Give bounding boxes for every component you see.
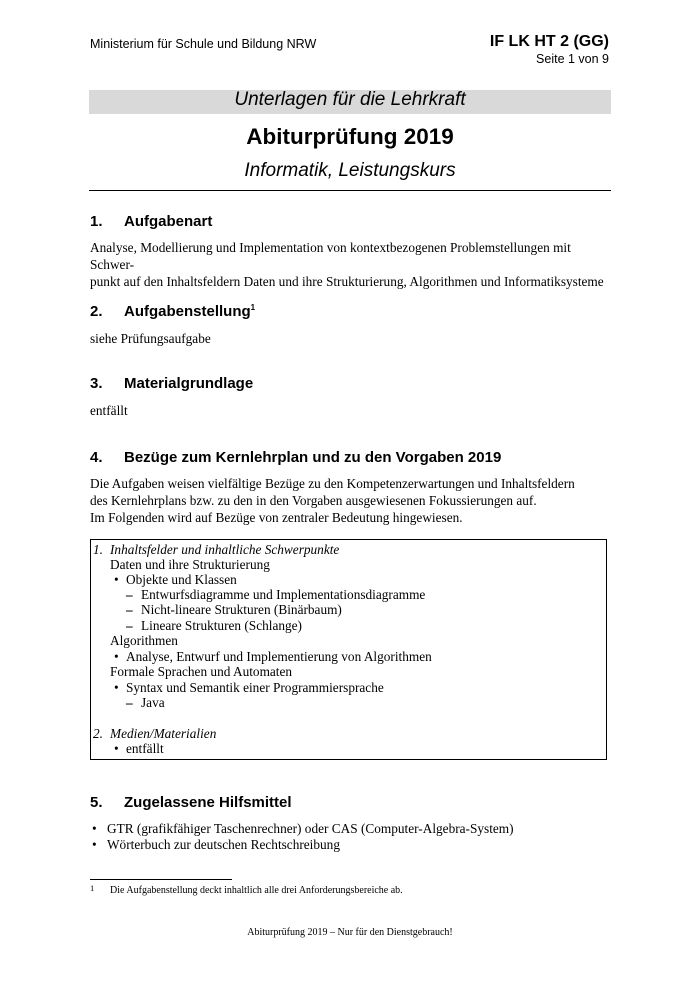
section-title: Aufgabenstellung bbox=[124, 303, 251, 320]
bullet-icon: • bbox=[114, 649, 119, 664]
footnote bbox=[90, 883, 403, 896]
footnote-mark: 1 bbox=[90, 883, 95, 893]
bullet-text: entfällt bbox=[126, 741, 164, 756]
bullet-item bbox=[114, 741, 164, 757]
page-footer: Abiturprüfung 2019 – Nur für den Dienstgebrauch! bbox=[247, 927, 453, 938]
section-number: 3. bbox=[90, 375, 103, 392]
dash-item bbox=[126, 587, 425, 603]
page-subtitle: Informatik, Leistungskurs bbox=[244, 160, 456, 181]
list-item-text: Wörterbuch zur deutschen Rechtschreibung bbox=[107, 837, 340, 852]
dash-icon: – bbox=[126, 602, 133, 617]
ministry-label: Ministerium für Schule und Bildung NRW bbox=[90, 37, 317, 51]
list-item bbox=[92, 837, 340, 853]
bullet-text: Objekte und Klassen bbox=[126, 572, 237, 587]
title-divider bbox=[89, 190, 611, 191]
bullet-item bbox=[114, 649, 432, 665]
text-line: entfällt bbox=[90, 403, 128, 418]
bullet-text: Analyse, Entwurf und Implementierung von Algorithmen bbox=[126, 649, 432, 664]
document-code-block bbox=[490, 33, 609, 66]
banner-title: Unterlagen für die Lehrkraft bbox=[234, 89, 466, 110]
dash-icon: – bbox=[126, 695, 133, 710]
section-1-heading bbox=[90, 213, 212, 230]
section-3-text bbox=[90, 402, 615, 419]
section-number: 1. bbox=[90, 213, 103, 230]
box-heading-text: Inhaltsfelder und inhaltliche Schwerpunkte bbox=[110, 542, 340, 557]
section-1-text bbox=[90, 239, 615, 290]
dash-text: Nicht-lineare Strukturen (Binärbaum) bbox=[141, 602, 342, 617]
dash-text: Lineare Strukturen (Schlange) bbox=[141, 618, 302, 633]
page-indicator: Seite 1 von 9 bbox=[536, 52, 609, 66]
dash-icon: – bbox=[126, 587, 133, 602]
page-title: Abiturprüfung 2019 bbox=[246, 124, 454, 149]
section-4-text bbox=[90, 475, 615, 526]
dash-item bbox=[126, 618, 302, 634]
section-number: 4. bbox=[90, 449, 103, 466]
section-title: Materialgrundlage bbox=[124, 375, 254, 392]
box-heading-2 bbox=[93, 726, 216, 742]
footnote-divider bbox=[90, 879, 232, 880]
bullet-icon: • bbox=[92, 821, 97, 836]
bullet-icon: • bbox=[114, 680, 119, 695]
bullet-item bbox=[114, 680, 384, 696]
dash-icon: – bbox=[126, 618, 133, 633]
bullet-text: Syntax und Semantik einer Programmiersprache bbox=[126, 680, 384, 695]
box-heading-text: Medien/Materialien bbox=[110, 726, 217, 741]
text-line: punkt auf den Inhaltsfeldern Daten und ihre Strukturierung, Algorithmen und Informatiksysteme bbox=[90, 274, 604, 289]
section-3-heading bbox=[90, 375, 253, 392]
bullet-icon: • bbox=[114, 572, 119, 587]
bullet-item bbox=[114, 572, 237, 588]
section-2-text bbox=[90, 330, 615, 347]
list-item bbox=[92, 821, 514, 837]
dash-text: Java bbox=[141, 695, 165, 710]
text-line: siehe Prüfungsaufgabe bbox=[90, 331, 211, 346]
text-line: Die Aufgaben weisen vielfältige Bezüge zu den Kompetenzerwartungen und Inhaltsfeldern bbox=[90, 476, 575, 491]
text-line: Im Folgenden wird auf Bezüge von zentraler Bedeutung hingewiesen. bbox=[90, 510, 463, 525]
dash-item bbox=[126, 602, 342, 618]
text-line: Analyse, Modellierung und Implementation von kontextbezogenen Problemstellungen mit Schwer- bbox=[90, 240, 571, 272]
section-5-heading bbox=[90, 794, 292, 811]
section-2-heading bbox=[90, 303, 255, 320]
text-line: des Kernlehrplans bzw. zu den in den Vorgaben ausgewiesenen Fokussierungen auf. bbox=[90, 493, 537, 508]
list-item-text: GTR (grafikfähiger Taschenrechner) oder CAS (Computer-Algebra-System) bbox=[107, 821, 514, 836]
box-heading-1 bbox=[93, 542, 339, 558]
section-title: Zugelassene Hilfsmittel bbox=[124, 794, 292, 811]
section-title: Aufgabenart bbox=[124, 213, 213, 230]
dash-item bbox=[126, 695, 165, 711]
section-title: Bezüge zum Kernlehrplan und zu den Vorgaben 2019 bbox=[124, 449, 502, 466]
section-number: 2. bbox=[90, 303, 103, 320]
list-number: 1. bbox=[93, 542, 103, 557]
bullet-icon: • bbox=[114, 741, 119, 756]
content-area-label: Daten und ihre Strukturierung bbox=[110, 557, 270, 572]
section-4-heading bbox=[90, 449, 501, 466]
footnote-text: Die Aufgabenstellung deckt inhaltlich alle drei Anforderungsbereiche ab. bbox=[110, 885, 403, 896]
list-number: 2. bbox=[93, 726, 103, 741]
bullet-icon: • bbox=[92, 837, 97, 852]
dash-text: Entwurfsdiagramme und Implementationsdiagramme bbox=[141, 587, 426, 602]
footnote-reference[interactable]: 1 bbox=[250, 303, 256, 312]
document-code: IF LK HT 2 (GG) bbox=[489, 33, 609, 50]
content-area-label: Formale Sprachen und Automaten bbox=[110, 664, 293, 679]
content-area-label: Algorithmen bbox=[110, 633, 178, 648]
section-number: 5. bbox=[90, 794, 103, 811]
